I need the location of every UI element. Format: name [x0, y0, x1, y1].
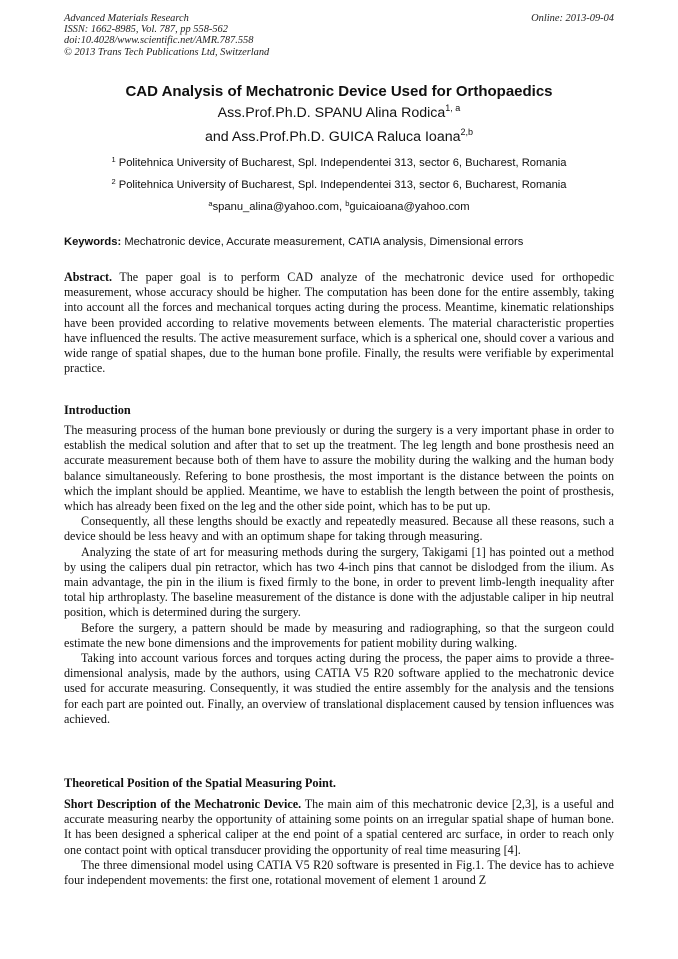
email-separator: , — [339, 201, 346, 213]
affiliation-superscript: 1 — [111, 155, 116, 164]
journal-header — [64, 13, 269, 58]
author-superscript: 2,b — [460, 127, 474, 137]
author-name: Ass.Prof.Ph.D. SPANU Alina Rodica — [217, 105, 446, 121]
online-date: Online: 2013-09-04 — [531, 13, 614, 24]
affiliation-superscript: 2 — [111, 177, 116, 186]
email-superscript: a — [208, 199, 213, 208]
abstract — [64, 270, 614, 376]
affiliation-2 — [0, 179, 678, 191]
paragraph: Analyzing the state of art for measuring methods during the surgery, Takigami [1] has pointed out a method by using the calipers dual pin retractor, which has two 4-inch pins that cannot be dislodged from the ilium. As main advantage, the pin in the ilium is fixed firmly to the bone, in order to prevent limb-length inequality after total hip arthroplasty. The baseline measurement of the distance is done with the adjustable caliper in hip neutral position, which is determined during the surgery. — [64, 544, 614, 620]
author-superscript: 1, a — [445, 103, 461, 113]
theory-heading: Theoretical Position of the Spatial Measuring Point. — [64, 776, 337, 790]
author-prefix: and — [204, 129, 232, 145]
author-name: Ass.Prof.Ph.D. GUICA Raluca Ioana — [231, 129, 461, 145]
paragraph: Taking into account various forces and torques acting during the process, the paper aims to provide a three-dimensional analysis, made by the authors, using CATIA V5 R20 software applied to the mechatronic device used for accurate measuring. Consequently, it was studied the entire assembly for the analysis and the tensions for each part are pointed out. Finally, an overview of translational displacement caused by tension influences was achieved. — [64, 651, 614, 726]
affiliation-1 — [0, 157, 678, 169]
author-emails — [0, 201, 678, 213]
author-line-1 — [0, 105, 678, 121]
journal-issn: ISSN: 1662-8985, Vol. 787, pp 558-562 — [64, 24, 228, 36]
theory-subheading: Short Description of the Mechatronic Device. — [64, 797, 302, 811]
affiliation-text: Politehnica University of Bucharest, Spl. Independentei 313, sector 6, Bucharest, Romania — [118, 179, 567, 191]
paragraph: Consequently, all these lengths should be exactly and repeatedly measured. Because all these reasons, such a device should be less heavy and with an optimum shape for taking through measuring. — [64, 514, 614, 544]
abstract-text: The paper goal is to perform CAD analyze of the mechatronic device used for orthopedic measurement, whose accuracy should be higher. The computation has been done for the entire assembly, taking into account all the forces and mechanical torques acting during the process. Meantime, kinematic relationships have been provided according to relative movements between elements. The material characteristic properties have influenced the results. The active measurement surface, which is a spherical one, should cover a various and wide range of spatial shapes, due to the human bone profile. Finally, the results were verifiable by experimental practice. — [64, 270, 614, 376]
paragraph: The measuring process of the human bone previously or during the surgery is a very important phase in order to establish the medical solution and after that to set up the treatment. The leg length and bone prosthesis need an accurate measurement because both of them have to assure the mobility during the walking and the human body balance simultaneously. Refering to bone prosthesis, the most important is the distance between the points on which the implant should be applied. Meantime, we have to establish the length between the point of prosthesis, which has already been fixed on the leg and the other side point, which has to be put up. — [64, 423, 614, 514]
keywords-text: Mechatronic device, Accurate measurement, CATIA analysis, Dimensional errors — [124, 236, 524, 248]
keywords — [64, 236, 624, 248]
journal-copyright: © 2013 Trans Tech Publications Ltd, Switzerland — [64, 46, 270, 58]
introduction-body — [64, 423, 614, 727]
email-link[interactable]: spanu_alina@yahoo.com — [212, 201, 339, 213]
theory-body — [64, 797, 614, 888]
journal-name: Advanced Materials Research — [64, 13, 189, 24]
email-link[interactable]: guicaioana@yahoo.com — [349, 201, 470, 213]
journal-doi[interactable]: doi:10.4028/www.scientific.net/AMR.787.558 — [64, 35, 254, 47]
abstract-label: Abstract. — [64, 270, 113, 284]
introduction-heading: Introduction — [64, 403, 131, 417]
keywords-label: Keywords: — [64, 236, 122, 248]
author-line-2 — [0, 129, 678, 145]
paragraph: The three dimensional model using CATIA V5 R20 software is presented in Fig.1. The device has to achieve four independent movements: the first one, rotational movement of element 1 around Z — [64, 857, 614, 888]
paragraph: Before the surgery, a pattern should be made by measuring and radiographing, so that the surgeon could estimate the new bone dimensions and the improvements for patient mobility during walking. — [64, 620, 614, 650]
paper-title: CAD Analysis of Mechatronic Device Used for Orthopaedics — [125, 83, 553, 100]
affiliation-text: Politehnica University of Bucharest, Spl. Independentei 313, sector 6, Bucharest, Romania — [118, 157, 567, 169]
email-superscript: b — [345, 199, 350, 208]
paragraph: The main aim of this mechatronic device [2,3], is a useful and accurate measuring nearby the opportunity of attaining some points on an irregular spatial shape of human bone. It has been designed a spherical caliper at the end point of a spatial centered arc surface, in order to reach only one contact point with optical transducer providing the opportunity of real time measuring [4]. — [64, 797, 614, 857]
